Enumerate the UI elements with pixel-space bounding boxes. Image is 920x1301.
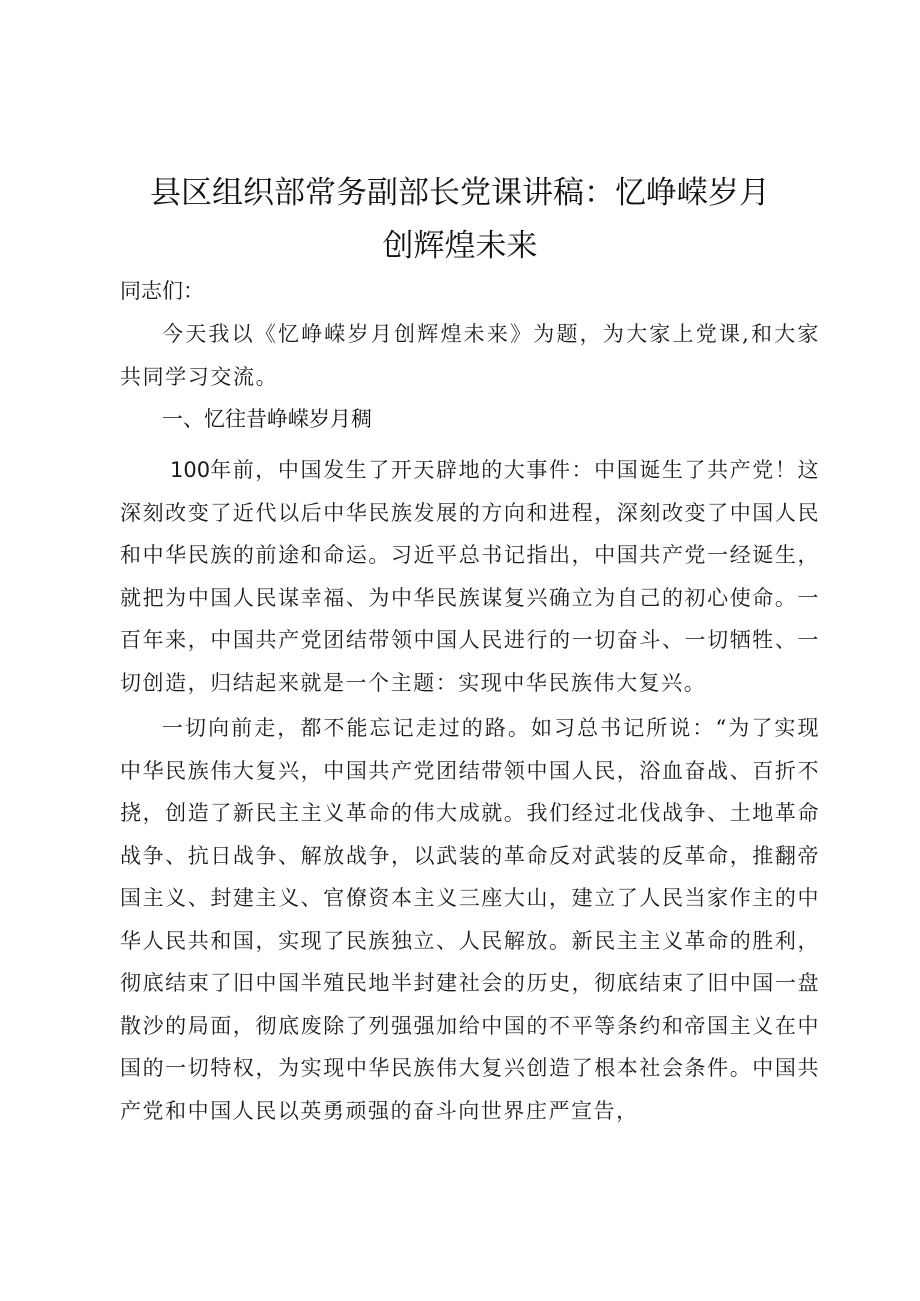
section-heading: 一、忆往昔峥嵘岁月稠 — [162, 407, 372, 431]
paragraph-2: 一切向前走，都不能忘记走过的路。如习总书记所说：“为了实现中华民族伟大复兴，中国共产党团结带领中国人民，浴血奋战、百折不挠，创造了新民主主义革命的伟大成就。我们经过北伐战争、土地革命战争、抗日战争、解放战争，以武装的革命反对武装的反革命，推翻帝国主义、封建主义、官僚资本主义三座大山，建立了人民当家作主的中华人民共和国，实现了民族独立、人民解放。新民主主义革命的胜利，彻底结束了旧中国半殖民地半封建社会的历史，彻底结束了旧中国一盘散沙的局面，彻底废除了列强强加给中国的不平等条约和帝国主义在中国的一切特权，为实现中华民族伟大复兴创造了根本社会条件。中国共产党和中国人民以英勇顽强的奋斗向世界庄严宣告， — [120, 716, 820, 1123]
document-title-line-2: 创辉煌未来 — [382, 228, 538, 264]
salutation: 同志们： — [120, 279, 204, 303]
intro-paragraph: 今天我以《忆峥嵘岁月创辉煌未来》为题，为大家上党课,和大家共同学习交流。 — [120, 322, 820, 389]
paragraph-1 — [120, 449, 820, 704]
paragraph-1-number: 100 — [170, 458, 211, 482]
paragraph-1-text: 年前，中国发生了开天辟地的大事件：中国诞生了共产党！这深刻改变了近代以后中华民族发展的方向和进程，深刻改变了中国人民和中华民族的前途和命运。习近平总书记指出，中国共产党一经诞生，就把为中国人民谋幸福、为中华民族谋复兴确立为自己的初心使命。一百年来，中国共产党团结带领中国人民进行的一切奋斗、一切牺牲、一切创造，归结起来就是一个主题：实现中华民族伟大复兴。 — [120, 458, 820, 695]
document-title-line-1: 县区组织部常务副部长党课讲稿：忆峥嵘岁月 — [150, 175, 770, 211]
